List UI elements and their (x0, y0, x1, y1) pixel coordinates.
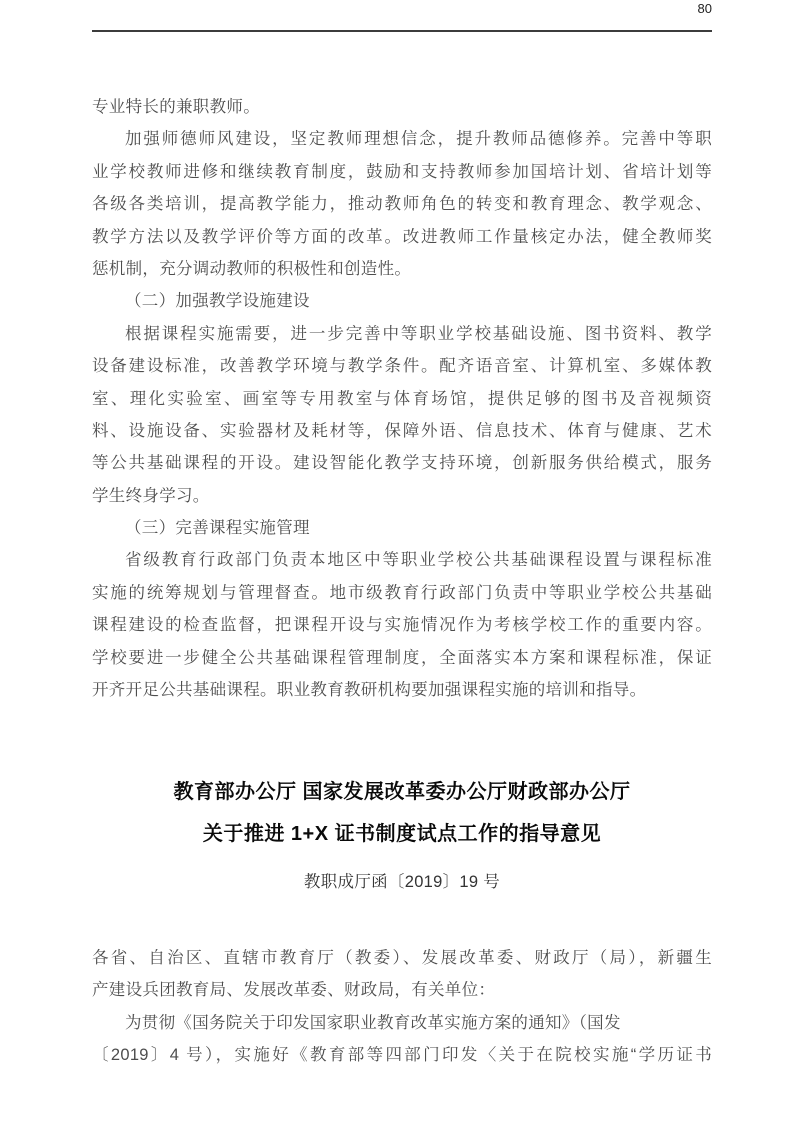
notice-title-line2: 关于推进 1+X 证书制度试点工作的指导意见 (202, 823, 602, 845)
header-rule (92, 30, 712, 32)
text-line: 业学校教师进修和继续教育制度，鼓励和支持教师参加国培计划、省培计划等 (92, 162, 712, 181)
text-line: 各级各类培训，提高教学能力，推动教师角色的转变和教育理念、教学观念、 (92, 195, 712, 214)
policy-text-section (92, 91, 712, 706)
text-line: 为贯彻《国务院关于印发国家职业教育改革实施方案的通知》（国发 (125, 1013, 621, 1032)
text-line: 教学方法以及教学评价等方面的改革。改进教师工作量核定办法，健全教师奖 (92, 227, 712, 246)
text-line: 实施的统筹规划与管理督查。地市级教育行政部门负责中等职业学校公共基础 (92, 583, 712, 602)
text-line: （三）完善课程实施管理 (125, 519, 310, 538)
text-line: 〔2019〕4 号），实施好《教育部等四部门印发〈关于在院校实施“学历证书 (92, 1046, 712, 1065)
text-line: 省级教育行政部门负责本地区中等职业学校公共基础课程设置与课程标准 (125, 551, 712, 570)
text-line: 室、理化实验室、画室等专用教室与体育场馆，提供足够的图书及音视频资 (92, 389, 712, 408)
text-line: 各省、自治区、直辖市教育厅（教委）、发展改革委、财政厅（局），新疆生 (92, 949, 712, 967)
text-line: 根据课程实施需要，进一步完善中等职业学校基础设施、图书资料、教学 (125, 324, 712, 343)
text-line: 惩机制，充分调动教师的积极性和创造性。 (92, 259, 412, 278)
text-line: 加强师德师风建设，坚定教师理想信念，提升教师品德修养。完善中等职 (125, 130, 712, 149)
text-line: 课程建设的检查监督，把课程开设与实施情况作为考核学校工作的重要内容。 (92, 616, 712, 635)
text-line: 专业特长的兼职教师。 (92, 98, 260, 116)
notice-body-section (92, 942, 712, 1072)
text-line: 设备建设标准，改善教学环境与教学条件。配齐语音室、计算机室、多媒体教 (92, 357, 712, 376)
notice-doc-number: 教职成厅函〔2019〕19 号 (303, 873, 501, 891)
text-line: （二）加强教学设施建设 (125, 292, 310, 311)
text-line: 等公共基础课程的开设。建设智能化教学支持环境，创新服务供给模式，服务 (92, 454, 712, 473)
page-number: 80 (697, 1, 712, 16)
text-line: 开齐开足公共基础课程。职业教育教研机构要加强课程实施的培训和指导。 (92, 681, 647, 700)
notice-title-line1: 教育部办公厅 国家发展改革委办公厅财政部办公厅 (173, 781, 631, 803)
text-line: 产建设兵团教育局、发展改革委、财政局，有关单位： (92, 981, 496, 1000)
text-line: 学生终身学习。 (92, 486, 210, 505)
text-line: 料、设施设备、实验器材及耗材等，保障外语、信息技术、体育与健康、艺术 (92, 421, 712, 440)
text-line: 学校要进一步健全公共基础课程管理制度，全面落实本方案和课程标准，保证 (92, 648, 712, 667)
